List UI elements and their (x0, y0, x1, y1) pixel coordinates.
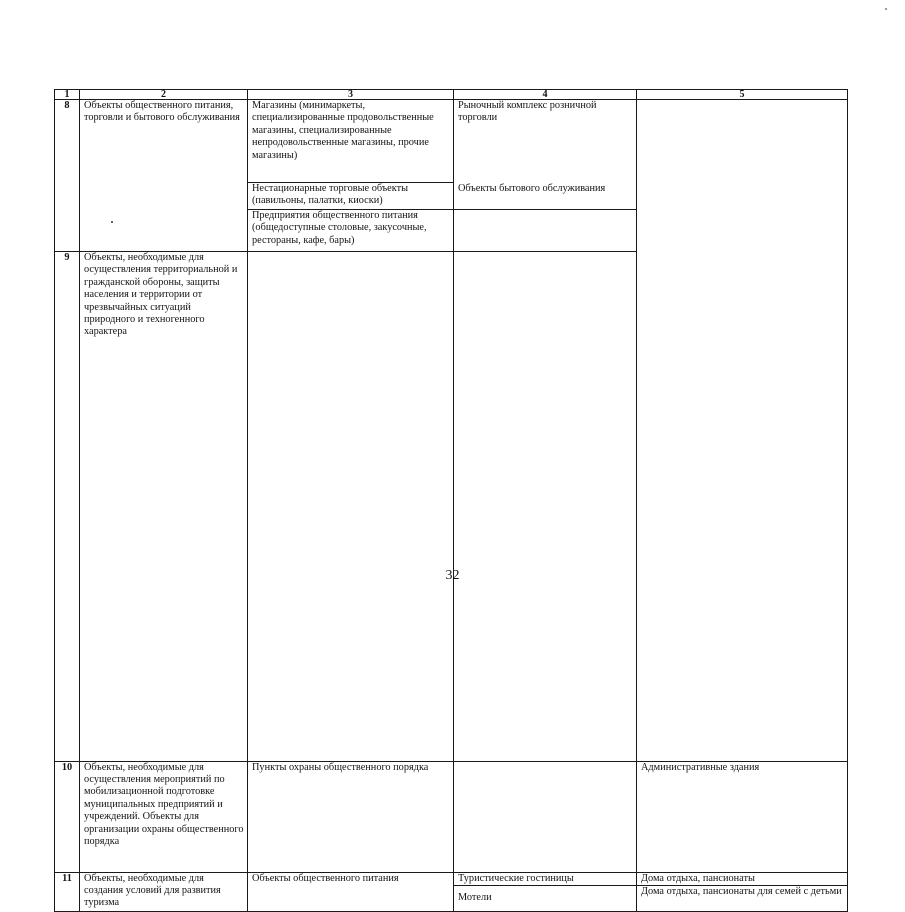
objects-table (54, 89, 848, 912)
row-8-col5 (637, 100, 848, 762)
row-11-col5-rest-homes: Дома отдыха, пансионаты (637, 872, 848, 885)
scan-artifact (885, 8, 887, 10)
row-9-category: Объекты, необходимые для осуществления территориальной и гражданской обороны, защиты населения и территории от чрезвычайных ситуаций природного и техногенного характера (80, 252, 248, 762)
row-8-col3-shops: Магазины (минимаркеты, специализированные продовольственные магазины, специализированные непродовольственные магазины, прочие магазины) (248, 100, 454, 183)
row-10-col5: Административные здания (637, 761, 848, 872)
table-row-11 (55, 872, 848, 885)
header-cell-3: 3 (248, 90, 454, 100)
row-10-number: 10 (55, 761, 80, 872)
table-header-row (55, 90, 848, 100)
row-9-col4 (454, 252, 637, 762)
row-9-col3 (248, 252, 454, 762)
row-8-col4-market: Рыночный комплекс розничной торговли (454, 100, 637, 210)
row-8-number: 8 (55, 100, 80, 252)
row-8-col4-services: Объекты бытового обслуживания (454, 183, 637, 225)
header-cell-4: 4 (454, 90, 637, 100)
table-row-10 (55, 761, 848, 872)
row-9-number: 9 (55, 252, 80, 762)
row-10-category: Объекты, необходимые для осуществления мероприятий по мобилизационной подготовке муниципальных предприятий и учреждений. Объекты для организации охраны общественного порядка (80, 761, 248, 872)
row-11-col4-motels: Мотели (454, 886, 637, 912)
header-cell-2: 2 (80, 90, 248, 100)
page-number: 32 (445, 568, 460, 583)
header-cell-1: 1 (55, 90, 80, 100)
row-10-col4 (454, 761, 637, 872)
row-11-col3: Объекты общественного питания (248, 872, 454, 911)
header-cell-5: 5 (637, 90, 848, 100)
row-11-col4-hotels: Туристические гостиницы (454, 872, 637, 885)
row-11-number: 11 (55, 872, 80, 911)
row-8-col3-kiosks: Нестационарные торговые объекты (павильоны, палатки, киоски) (248, 183, 454, 210)
table-row-8 (55, 100, 848, 183)
row-10-col3: Пункты охраны общественного порядка (248, 761, 454, 872)
row-11-category: Объекты, необходимые для создания условий для развития туризма (80, 872, 248, 911)
row-8-category: Объекты общественного питания, торговли и бытового обслуживания (80, 100, 248, 252)
row-8-col3-catering: Предприятия общественного питания (общедоступные столовые, закусочные, рестораны, кафе, бары) (248, 210, 454, 252)
scan-dot-artifact (111, 221, 113, 223)
row-11-col5-family-rest-homes: Дома отдыха, пансионаты для семей с детьми (637, 886, 848, 912)
